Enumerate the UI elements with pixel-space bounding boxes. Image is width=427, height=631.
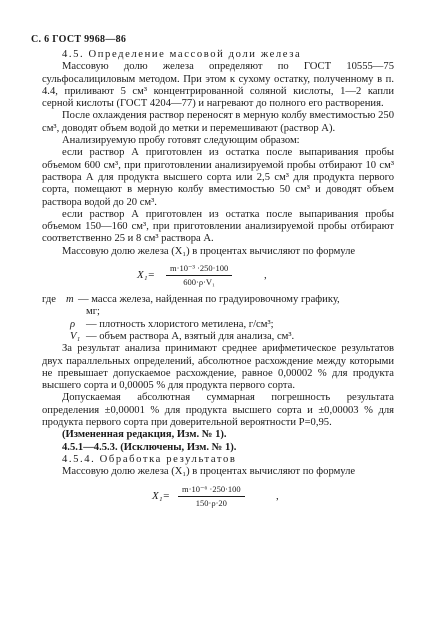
formula-2 — [42, 482, 394, 512]
paragraph-case-600: если раствор А приготовлен из остатка после выпаривания пробы объемом 600 см³, при приготовлении анализируемой пробы отбирают 10 см³ раствора А для продукта высшего сорта или 2,5 см³ для продукта первого сорта, помещают в мерную колбу вместимостью 50 см³ и доводят объем раствора водой до 20 см³. — [42, 147, 394, 208]
formula-2-numerator: m·10⁻⁶ ·250·100 — [178, 484, 245, 497]
definition-m-symbol: m — [66, 294, 74, 306]
definitions-lead: где — [42, 294, 56, 306]
definition-v-text: — объем раствора А, взятый для анализа, см³. — [86, 330, 295, 342]
definition-m-unit: мг; — [86, 306, 100, 318]
paragraph-error: Допускаемая абсолютная суммарная погрешность результата определения ±0,00001 % для продукта высшего сорта и ±0,00003 % для продукта первого сорта при доверительной вероятности P=0,95. — [42, 392, 394, 429]
formula-1 — [42, 261, 394, 291]
definition-rho — [42, 319, 394, 331]
section-title: 4.5. Определение массовой доли железа — [62, 49, 302, 60]
definition-v-symbol: V₁ — [70, 330, 81, 342]
paragraph-result: За результат анализа принимают среднее арифметическое результатов двух параллельных определений, абсолютное расхождение между которыми не превышает допускаемое расхождение, равное 0,00002 % для продукта высшего сорта и 0,00005 % для продукта первого сорта. — [42, 343, 394, 392]
paragraph-formula-intro: Массовую долю железа (X₁) в процентах вычисляют по формуле — [62, 245, 356, 257]
formula-1-numerator: m·10⁻³ ·250·100 — [166, 263, 232, 276]
page-body — [42, 49, 394, 515]
definitions-list — [42, 294, 394, 343]
paragraph-sample-prep: Анализируемую пробу готовят следующим образом: — [62, 135, 300, 147]
paragraph-intro: Массовую долю железа определяют по ГОСТ 10555—75 сульфосалициловым методом. При этом к сухому остатку, полученному в п. 4.4, приливают 5 см³ концентрированной соляной кислоты, 1—2 капли серной кислоты (ГОСТ 4204—77) и нагревают до полного его растворения. — [42, 61, 394, 110]
formula-2-lhs: X₁= — [152, 489, 170, 502]
paragraph-dilution: После охлаждения раствор переносят в мерную колбу вместимостью 250 см³, доводят объем водой до метки и перемешивают (раствор А). — [42, 110, 394, 134]
formula-2-denominator: 150·ρ·20 — [195, 497, 227, 508]
definition-rho-text: — плотность хлористого метилена, г/см³; — [86, 318, 274, 330]
formula-1-fraction — [166, 263, 232, 288]
paragraph-formula-intro-2: Массовую долю железа (X₁) в процентах вычисляют по формуле — [62, 466, 356, 478]
definition-v — [42, 331, 394, 343]
paragraph-case-150: если раствор А приготовлен из остатка после выпаривания пробы объемом 150—160 см³, при приготовлении анализируемой пробы отбирают соответственно 25 и 8 см³ раствора А. — [42, 208, 394, 245]
amendment-note: (Измененная редакция, Изм. № 1). — [62, 429, 227, 441]
definition-m — [42, 294, 394, 306]
definition-m-text: — масса железа, найденная по градуировочному графику, — [78, 294, 340, 306]
formula-1-lhs: X₁= — [137, 269, 155, 282]
formula-2-fraction — [178, 484, 245, 509]
running-head: С. 6 ГОСТ 9968—86 — [31, 34, 127, 45]
formula-1-comma: , — [264, 269, 267, 282]
definition-m-unit-row — [42, 306, 394, 318]
subsection-title: 4.5.4. Обработка результатов — [62, 453, 237, 465]
definition-rho-symbol: ρ — [70, 318, 76, 330]
formula-1-denominator: 600·ρ·V₁ — [183, 277, 216, 288]
formula-2-comma: , — [276, 489, 279, 502]
excluded-note: 4.5.1—4.5.3. (Исключены, Изм. № 1). — [62, 441, 237, 453]
